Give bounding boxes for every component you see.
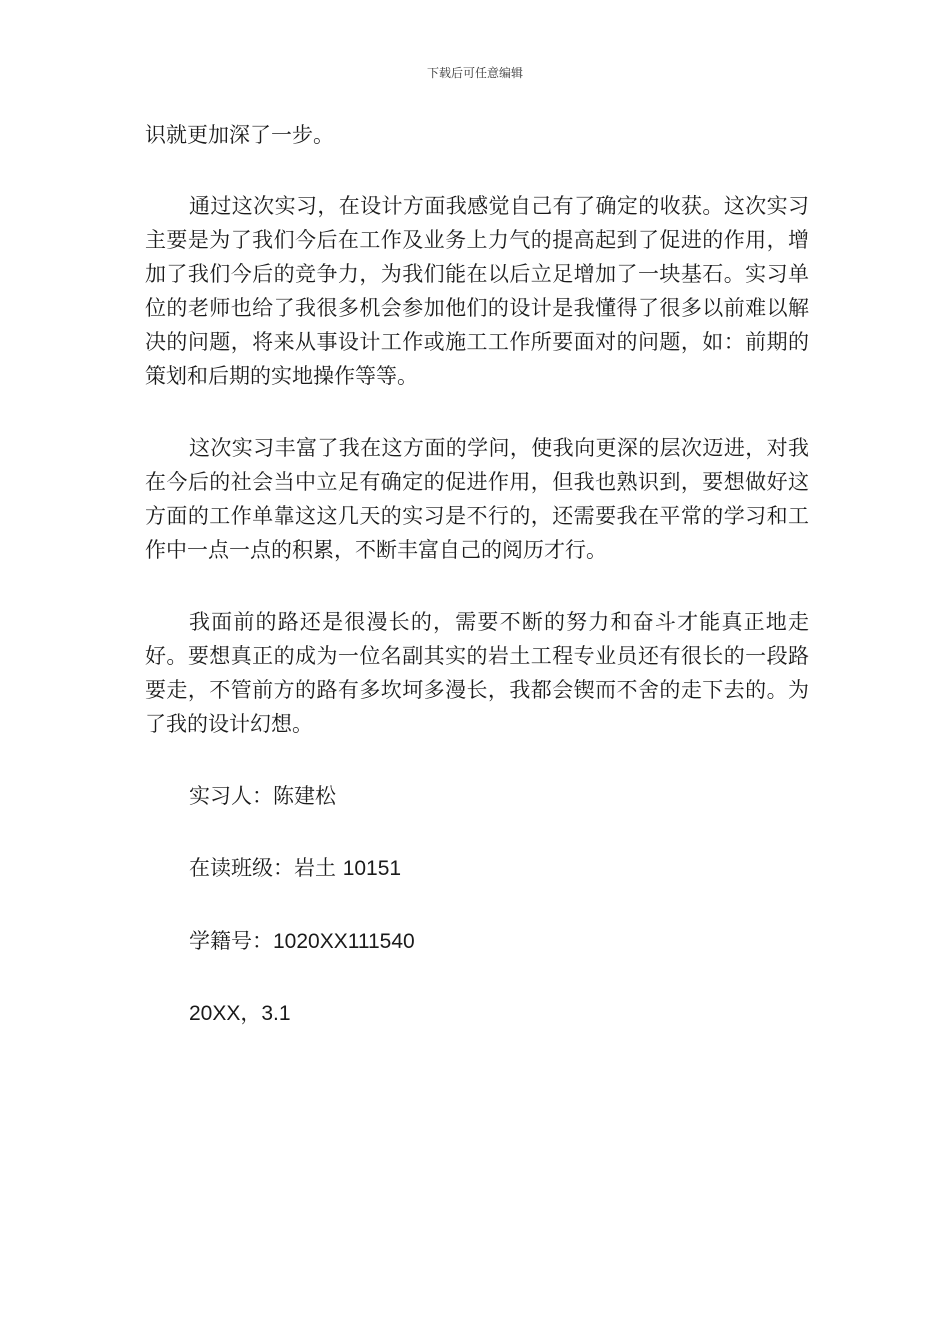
student-id — [145, 924, 809, 959]
date: 20XX，3.1 — [189, 1002, 291, 1025]
paragraph-knowledge: 这次实习丰富了我在这方面的学问，使我向更深的层次迈进，对我在今后的社会当中立足有确定的促进作用，但我也熟识到，要想做好这方面的工作单靠这这几天的实习是不行的，还需要我在平常的学习和工作中一点一点的积累，不断丰富自己的阅历才行。 — [145, 436, 809, 562]
document-body — [145, 118, 809, 1069]
student-id-label: 学籍号： — [189, 929, 273, 953]
class-info — [145, 851, 809, 886]
paragraph-design-gains: 通过这次实习，在设计方面我感觉自己有了确定的收获。这次实习主要是为了我们今后在工作及业务上力气的提高起到了促进的作用，增加了我们今后的竞争力，为我们能在以后立足增加了一块基石。实习单位的老师也给了我很多机会参加他们的设计是我懂得了很多以前难以解决的问题，将来从事设计工作或施工工作所要面对的问题，如：前期的策划和后期的实地操作等等。 — [145, 194, 809, 388]
student-id-value: 1020XX111540 — [273, 930, 415, 953]
paragraph-continuation: 识就更加深了一步。 — [145, 123, 334, 147]
class-label: 在读班级：岩土 — [189, 856, 336, 880]
page-header: 下载后可任意编辑 — [426, 66, 523, 80]
paragraph-future-road: 我面前的路还是很漫长的，需要不断的努力和奋斗才能真正地走好。要想真正的成为一位名副其实的岩土工程专业员还有很长的一段路要走，不管前方的路有多坎坷多漫长，我都会锲而不舍的走下去的。为了我的设计幻想。 — [145, 610, 809, 736]
intern-name: 实习人：陈建松 — [189, 784, 336, 808]
class-value: 10151 — [342, 857, 402, 880]
